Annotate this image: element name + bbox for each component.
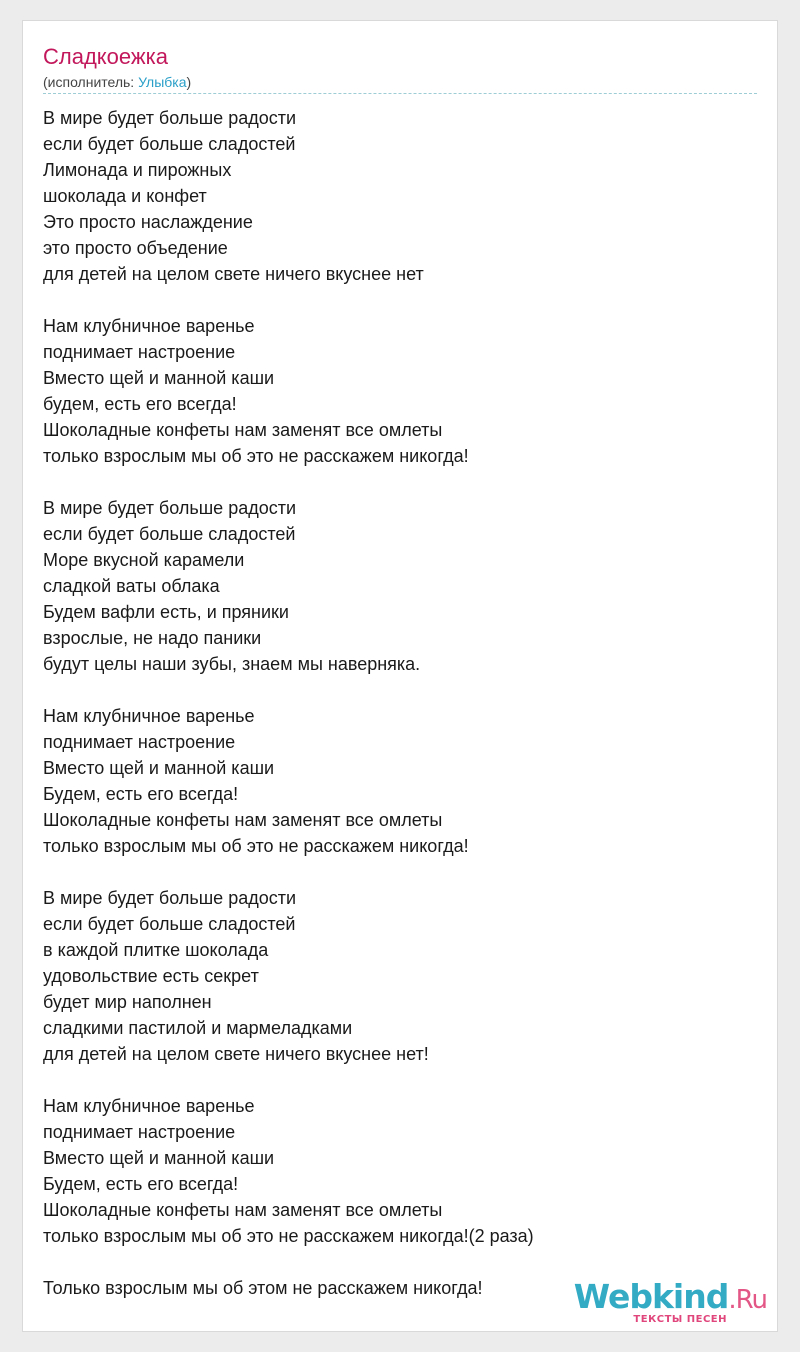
lyric-line: будет мир наполнен xyxy=(43,992,212,1012)
lyric-line: В мире будет больше радости xyxy=(43,498,297,518)
stanza xyxy=(43,105,743,287)
lyric-line: Будем вафли есть, и пряники xyxy=(43,602,289,622)
lyric-line: будем, есть его всегда! xyxy=(43,394,237,414)
stanza xyxy=(43,495,743,677)
lyric-line: Только взрослым мы об этом не расскажем никогда! xyxy=(43,1278,483,1298)
lyric-line: Это просто наслаждение xyxy=(43,212,253,232)
logo-tagline: ТЕКСТЫ ПЕСЕН xyxy=(633,1314,727,1325)
stanza xyxy=(43,703,743,859)
stanza xyxy=(43,885,743,1067)
logo-wordmark xyxy=(574,1279,767,1318)
lyric-line: если будет больше сладостей xyxy=(43,524,296,544)
lyric-line: Шоколадные конфеты нам заменят все омлеты xyxy=(43,420,443,440)
logo-tld: .Ru xyxy=(728,1285,767,1315)
lyrics-body xyxy=(43,105,743,1327)
stanza xyxy=(43,313,743,469)
lyric-line: это просто объедение xyxy=(43,238,228,258)
lyric-line: взрослые, не надо паники xyxy=(43,628,262,648)
lyric-line: В мире будет больше радости xyxy=(43,888,297,908)
lyric-line: шоколада и конфет xyxy=(43,186,207,206)
lyric-line: Будем, есть его всегда! xyxy=(43,1174,239,1194)
artist-link[interactable]: Улыбка xyxy=(138,74,187,90)
lyric-line: в каждой плитке шоколада xyxy=(43,940,269,960)
lyric-line: Вместо щей и манной каши xyxy=(43,1148,275,1168)
lyric-line: Нам клубничное варенье xyxy=(43,706,255,726)
lyric-line: если будет больше сладостей xyxy=(43,914,296,934)
title-divider xyxy=(43,93,757,94)
lyric-line: если будет больше сладостей xyxy=(43,134,296,154)
lyric-line: сладкими пастилой и мармеладками xyxy=(43,1018,353,1038)
lyric-line: для детей на целом свете ничего вкуснее нет! xyxy=(43,1044,429,1064)
lyric-line: Лимонада и пирожных xyxy=(43,160,232,180)
lyrics-card xyxy=(22,20,778,1332)
webkind-logo[interactable] xyxy=(574,1279,767,1325)
lyric-line: удовольствие есть секрет xyxy=(43,966,259,986)
stanza xyxy=(43,1093,743,1249)
lyric-line: сладкой ваты облака xyxy=(43,576,220,596)
lyric-line: только взрослым мы об это не расскажем никогда! xyxy=(43,446,469,466)
performer-suffix: ) xyxy=(186,74,192,90)
performer-line xyxy=(43,73,191,91)
lyric-line: Вместо щей и манной каши xyxy=(43,758,275,778)
lyric-line: Море вкусной карамели xyxy=(43,550,245,570)
lyric-line: Нам клубничное варенье xyxy=(43,1096,255,1116)
lyric-line: Шоколадные конфеты нам заменят все омлеты xyxy=(43,1200,443,1220)
lyric-line: для детей на целом свете ничего вкуснее нет xyxy=(43,264,424,284)
lyric-line: Нам клубничное варенье xyxy=(43,316,255,336)
logo-main-text: Webkind xyxy=(573,1277,729,1316)
lyric-line: только взрослым мы об это не расскажем никогда!(2 раза) xyxy=(43,1226,534,1246)
lyric-line: Будем, есть его всегда! xyxy=(43,784,239,804)
lyric-line: поднимает настроение xyxy=(43,732,236,752)
lyric-line: Вместо щей и манной каши xyxy=(43,368,275,388)
performer-prefix: (исполнитель: xyxy=(43,74,139,90)
lyric-line: поднимает настроение xyxy=(43,1122,236,1142)
lyric-line: только взрослым мы об это не расскажем никогда! xyxy=(43,836,469,856)
lyric-line: будут целы наши зубы, знаем мы наверняка. xyxy=(43,654,421,674)
lyric-line: В мире будет больше радости xyxy=(43,108,297,128)
lyric-line: Шоколадные конфеты нам заменят все омлеты xyxy=(43,810,443,830)
song-title: Сладкоежка xyxy=(43,44,168,69)
lyric-line: поднимает настроение xyxy=(43,342,236,362)
